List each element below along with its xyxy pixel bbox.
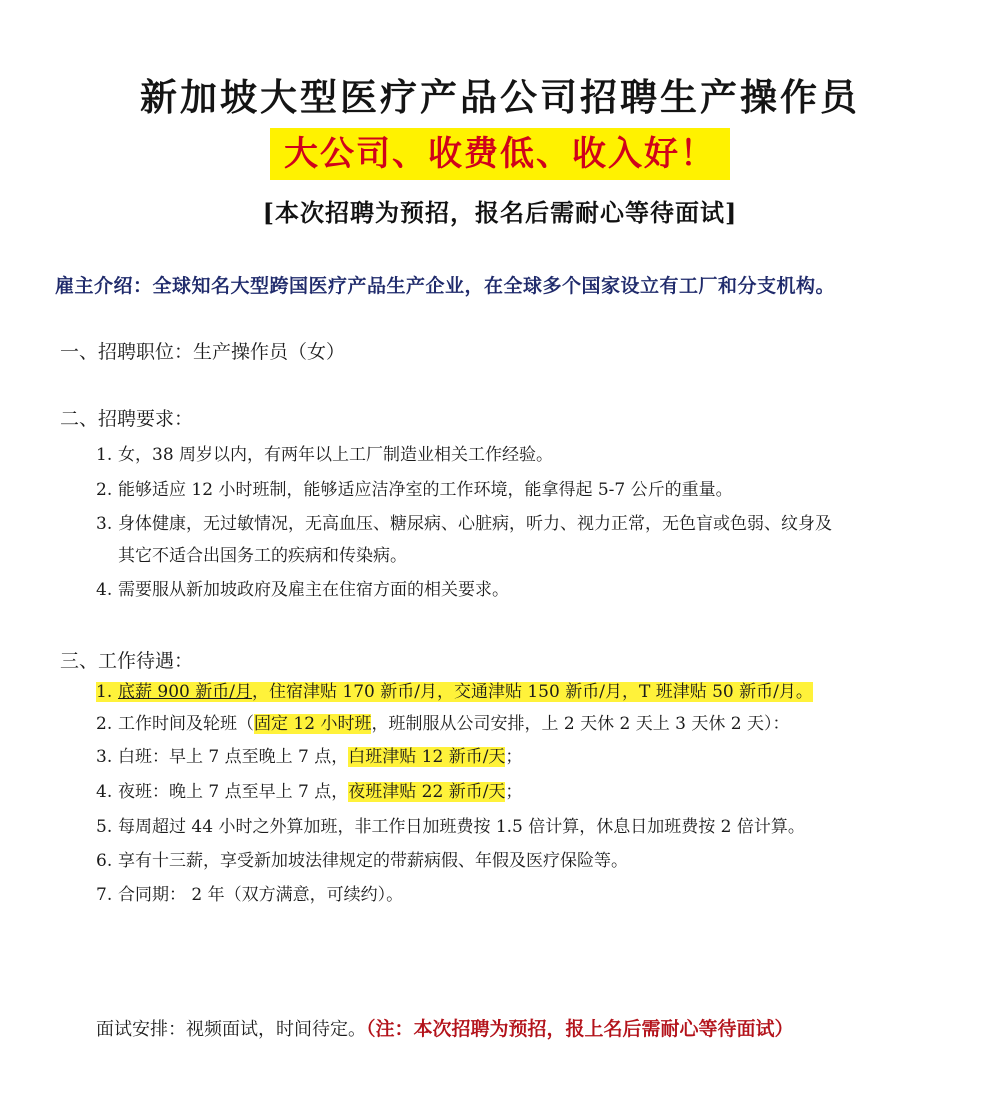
item-number: 1. [96,682,113,702]
item-text: 需要服从新加坡政府及雇主在住宿方面的相关要求。 [118,580,509,600]
benefit-item [96,677,966,707]
highlight [96,682,813,702]
item-number: 2. [96,480,113,500]
interview-arrangement [96,1014,794,1045]
item-text: 合同期： 2 年（双方满意，可续约）。 [118,885,404,905]
item-number: 5. [96,817,113,837]
interview-label: 面试安排：视频面试，时间待定。 [96,1019,366,1040]
item-text: 女，38 周岁以内，有两年以上工厂制造业相关工作经验。 [118,445,554,465]
item-text: 白班：早上 7 点至晚上 7 点， [118,747,349,767]
requirement-item [96,475,966,505]
slogan-text: 大公司、收费低、收入好！ [270,128,730,180]
item-number: 4. [96,782,113,802]
benefit-item [96,777,966,807]
section-requirements-heading: 二、招聘要求： [60,408,194,430]
section-benefits-heading: 三、工作待遇： [60,650,194,672]
benefit-item [96,846,966,876]
item-number: 4. [96,580,113,600]
interview-note: （注：本次招聘为预招，报上名后需耐心等待面试） [366,1018,794,1040]
highlight: 白班津贴 12 新币/天 [348,747,506,767]
item-text: 身体健康，无过敏情况，无高血压、糖尿病、心脏病，听力、视力正常，无色盲或色弱、纹身及 [118,514,832,534]
requirement-item [96,509,966,539]
requirement-item [96,440,966,470]
highlight: 固定 12 小时班 [254,714,372,734]
benefit-item [96,709,966,739]
item-number: 3. [96,514,113,534]
item-number: 6. [96,851,113,871]
item-number: 1. [96,445,113,465]
pre-recruit-notice: [本次招聘为预招，报名后需耐心等待面试] [262,198,738,227]
item-number: 2. [96,714,113,734]
benefit-item [96,880,966,910]
item-text: 享有十三薪，享受新加坡法律规定的带薪病假、年假及医疗保险等。 [118,851,628,871]
requirement-item [96,575,966,605]
item-text: 每周超过 44 小时之外算加班，非工作日加班费按 1.5 倍计算，休息日加班费按 2 倍计算。 [118,817,805,837]
highlight: 夜班津贴 22 新币/天 [348,782,506,802]
item-text: 夜班：晚上 7 点至早上 7 点， [118,782,349,802]
item-text: 能够适应 12 小时班制，能够适应洁净室的工作环境，能拿得起 5-7 公斤的重量。 [118,480,733,500]
benefit-item [96,742,966,772]
employer-intro: 雇主介绍：全球知名大型跨国医疗产品生产企业，在全球多个国家设立有工厂和分支机构。 [55,275,836,297]
item-text: ； [505,747,523,767]
base-salary: 底薪 900 新币/月 [118,682,252,702]
item-text: ，班制服从公司安排，上 2 天休 2 天上 3 天休 2 天）： [371,714,790,734]
item-text: ，住宿津贴 170 新币/月，交通津贴 150 新币/月，T 班津贴 50 新币/月。 [251,682,813,702]
slogan-banner [0,128,1000,180]
item-number: 7. [96,885,113,905]
item-text: 工作时间及轮班（ [118,714,254,734]
requirement-item-continuation: 其它不适合出国务工的疾病和传染病。 [118,546,407,566]
item-number: 3. [96,747,113,767]
item-text: ； [505,782,523,802]
page-title: 新加坡大型医疗产品公司招聘生产操作员 [140,75,860,119]
benefit-item [96,812,966,842]
section-position-heading: 一、招聘职位：生产操作员（女） [60,341,346,363]
